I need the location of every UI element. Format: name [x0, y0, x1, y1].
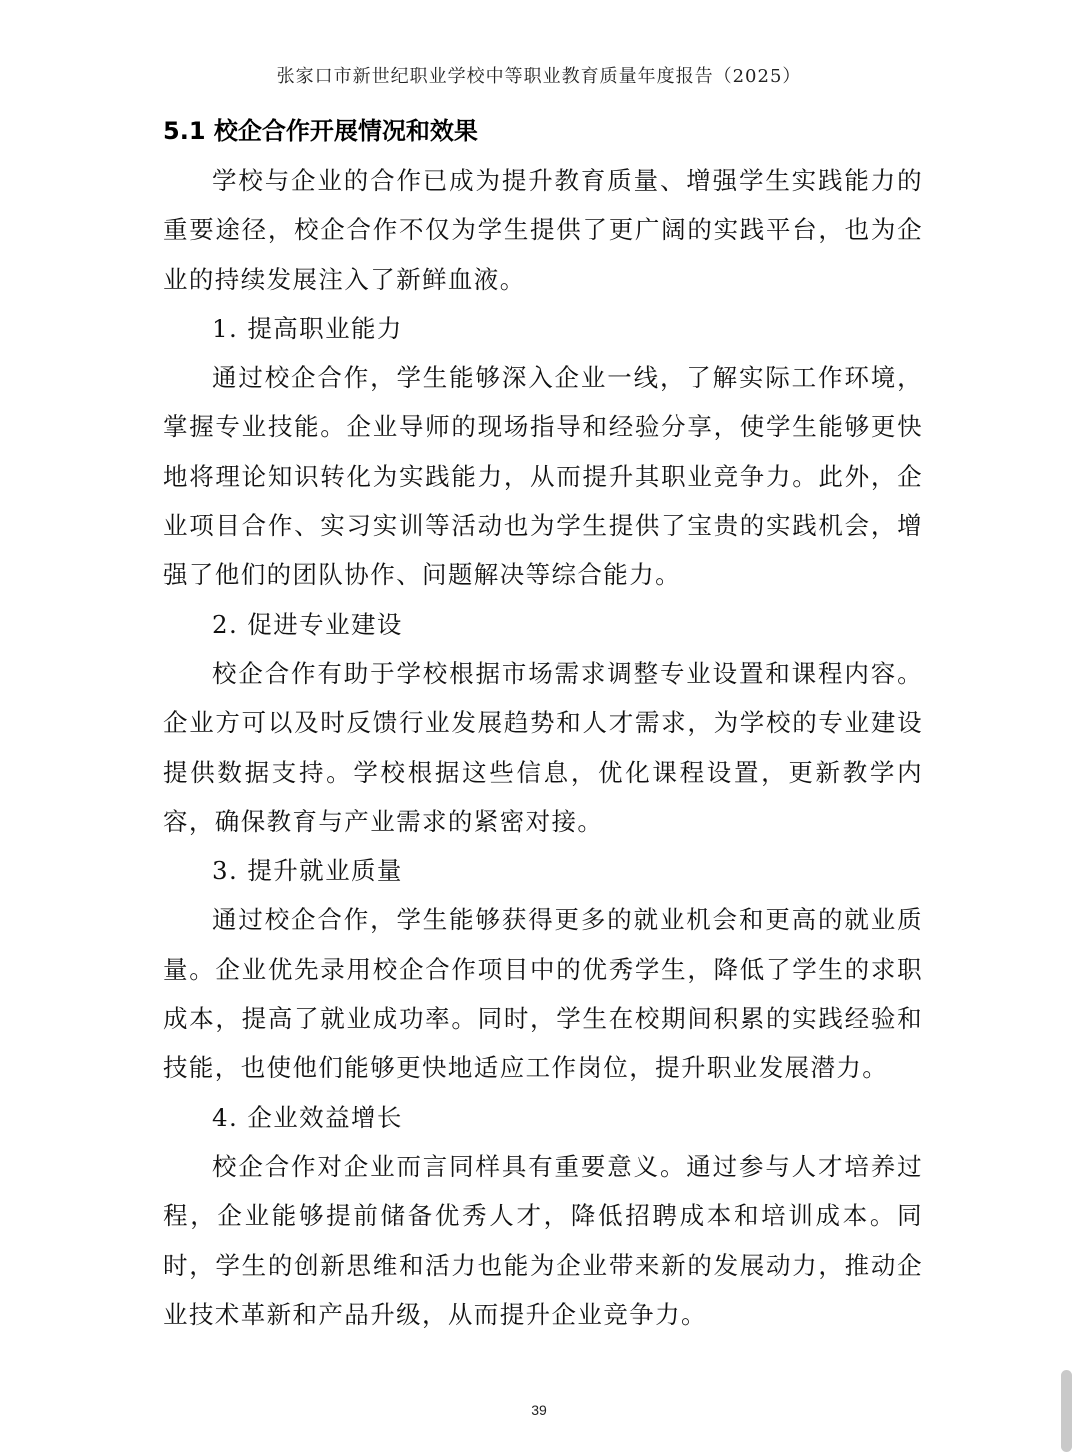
- section-title: 5.1 校企合作开展情况和效果: [163, 117, 478, 145]
- document-body: [163, 108, 923, 1339]
- running-header: 张家口市新世纪职业学校中等职业教育质量年度报告（2025）: [276, 66, 802, 87]
- item-heading-1: 1. 提高职业能力: [212, 313, 403, 343]
- item-body-1: 通过校企合作，学生能够深入企业一线，了解实际工作环境，掌握专业技能。企业导师的现场指导和经验分享，使学生能够更快地将理论知识转化为实践能力，从而提升其职业竞争力。此外，企业项目合作、实习实训等活动也为学生提供了宝贵的实践机会，增强了他们的团队协作、问题解决等综合能力。: [163, 363, 923, 590]
- scrollbar-thumb[interactable]: [1061, 1370, 1072, 1452]
- item-body-2: 校企合作有助于学校根据市场需求调整专业设置和课程内容。企业方可以及时反馈行业发展趋势和人才需求，为学校的专业建设提供数据支持。学校根据这些信息，优化课程设置，更新教学内容，确保教育与产业需求的紧密对接。: [163, 658, 923, 836]
- item-body-4: 校企合作对企业而言同样具有重要意义。通过参与人才培养过程，企业能够提前储备优秀人才，降低招聘成本和培训成本。同时，学生的创新思维和活力也能为企业带来新的发展动力，推动企业技术革新和产品升级，从而提升企业竞争力。: [163, 1151, 923, 1329]
- item-heading-3: 3. 提升就业质量: [212, 856, 403, 886]
- item-body-3: 通过校企合作，学生能够获得更多的就业机会和更高的就业质量。企业优先录用校企合作项目中的优秀学生，降低了学生的求职成本，提高了就业成功率。同时，学生在校期间积累的实践经验和技能，也使他们能够更快地适应工作岗位，提升职业发展潜力。: [163, 905, 923, 1083]
- item-heading-2: 2. 促进专业建设: [212, 609, 403, 639]
- intro-paragraph: 学校与企业的合作已成为提升教育质量、增强学生实践能力的重要途径，校企合作不仅为学生提供了更广阔的实践平台，也为企业的持续发展注入了新鲜血液。: [163, 166, 923, 294]
- page-number: 39: [531, 1402, 547, 1418]
- item-heading-4: 4. 企业效益增长: [212, 1102, 403, 1132]
